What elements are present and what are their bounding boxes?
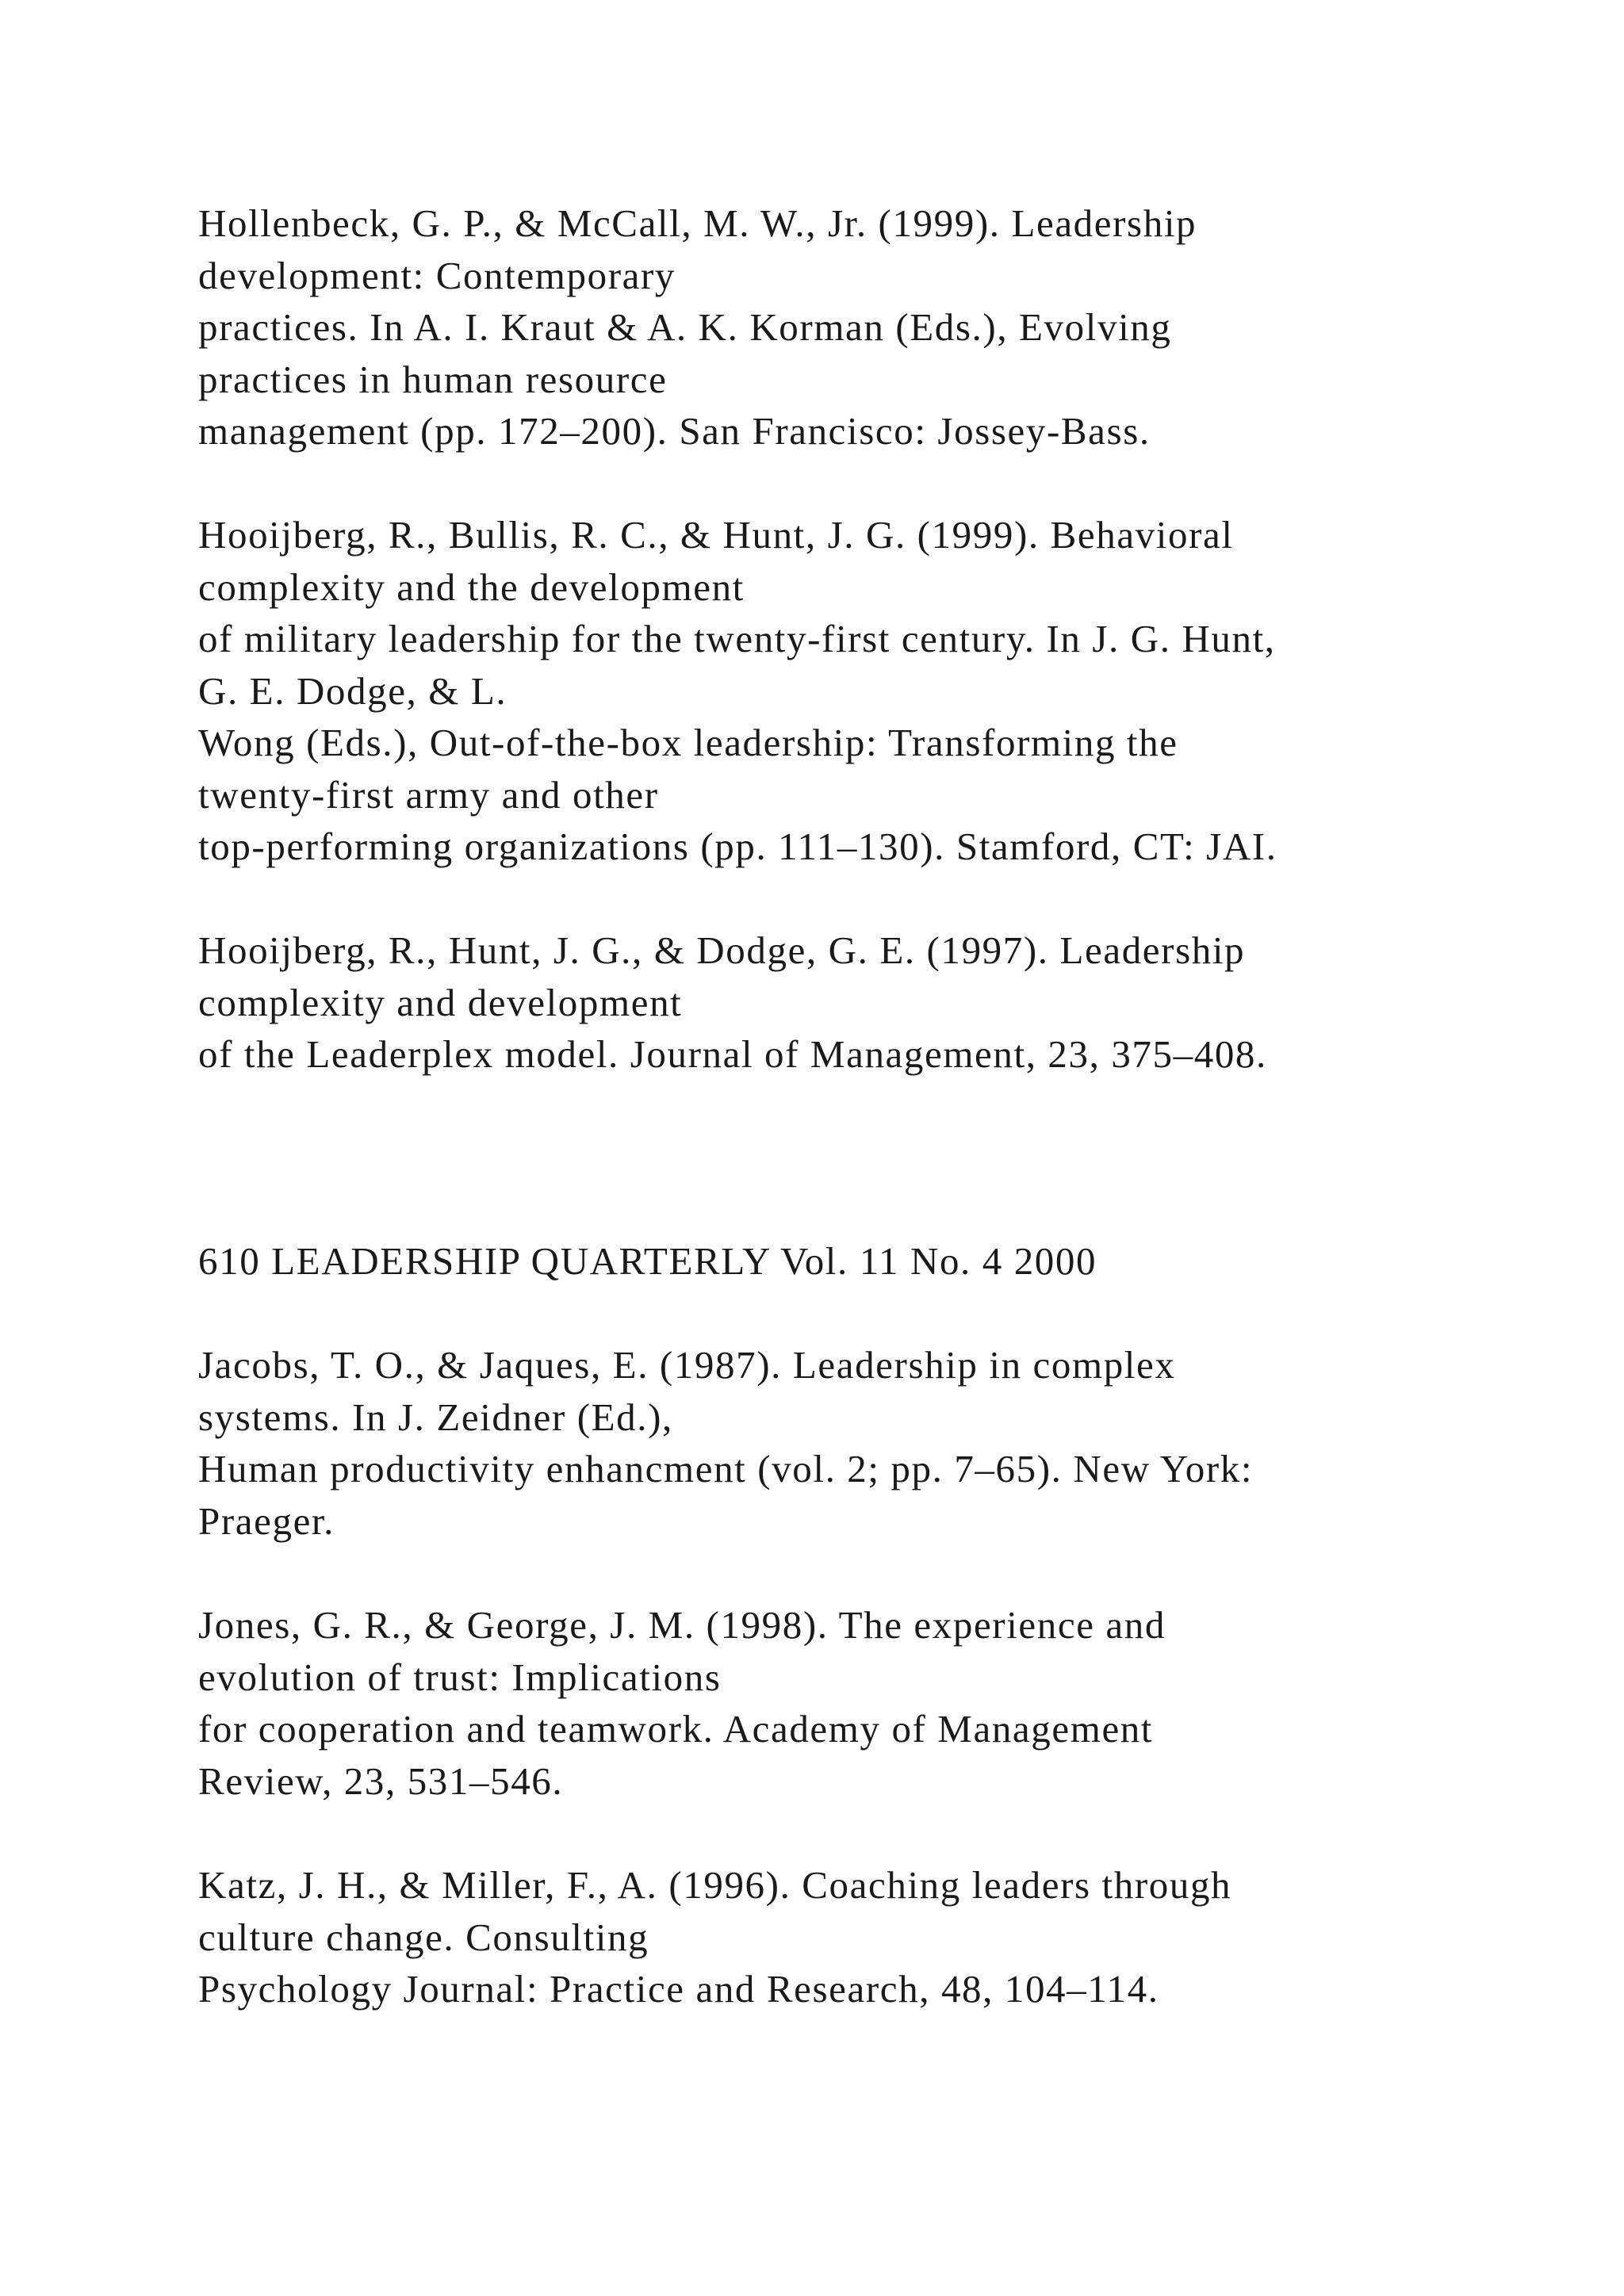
reference-line: of the Leaderplex model. Journal of Management, 23, 375–408.	[198, 1032, 1267, 1076]
running-header-text: 610 LEADERSHIP QUARTERLY Vol. 11 No. 4 2000	[198, 1239, 1097, 1283]
reference-line: Review, 23, 531–546.	[198, 1758, 564, 1803]
reference-line: culture change. Consulting	[198, 1915, 649, 1959]
running-header	[198, 1235, 1562, 1288]
reference-line: development: Contemporary	[198, 253, 676, 297]
reference-entry	[198, 1859, 1562, 2015]
reference-line: Wong (Eds.), Out-of-the-box leadership: Transforming the	[198, 721, 1178, 764]
reference-line: Hooijberg, R., Bullis, R. C., & Hunt, J. G. (1999). Behavioral	[198, 513, 1234, 557]
reference-line: Jones, G. R., & George, J. M. (1998). The experience and	[198, 1603, 1166, 1647]
reference-entry	[198, 509, 1562, 873]
reference-line: Katz, J. H., & Miller, F., A. (1996). Coaching leaders through	[198, 1863, 1232, 1907]
reference-entry	[198, 1599, 1562, 1807]
reference-entry	[198, 197, 1562, 457]
reference-line: Psychology Journal: Practice and Research, 48, 104–114.	[198, 1967, 1159, 2011]
reference-line: practices. In A. I. Kraut & A. K. Korman (Eds.), Evolving	[198, 305, 1172, 349]
reference-line: of military leadership for the twenty-first century. In J. G. Hunt,	[198, 617, 1276, 660]
reference-entry	[198, 924, 1562, 1081]
reference-line: complexity and development	[198, 980, 683, 1024]
reference-line: complexity and the development	[198, 564, 745, 609]
reference-line: Human productivity enhancment (vol. 2; pp. 7–65). New York:	[198, 1447, 1254, 1490]
reference-line: Praeger.	[198, 1498, 335, 1543]
reference-line: practices in human resource	[198, 357, 668, 401]
reference-line: Jacobs, T. O., & Jaques, E. (1987). Leadership in complex	[198, 1343, 1176, 1387]
reference-line: twenty-first army and other	[198, 772, 659, 817]
reference-line: Hooijberg, R., Hunt, J. G., & Dodge, G. E. (1997). Leadership	[198, 928, 1246, 972]
reference-line: Hollenbeck, G. P., & McCall, M. W., Jr. (1999). Leadership	[198, 201, 1197, 245]
reference-line: G. E. Dodge, & L.	[198, 668, 508, 713]
reference-line: top-performing organizations (pp. 111–130). Stamford, CT: JAI.	[198, 825, 1277, 868]
reference-line: for cooperation and teamwork. Academy of Management	[198, 1707, 1154, 1751]
reference-line: evolution of trust: Implications	[198, 1655, 722, 1699]
reference-line: systems. In J. Zeidner (Ed.),	[198, 1395, 673, 1439]
reference-line: management (pp. 172–200). San Francisco: Jossey-Bass.	[198, 409, 1151, 453]
reference-entry	[198, 1339, 1562, 1547]
